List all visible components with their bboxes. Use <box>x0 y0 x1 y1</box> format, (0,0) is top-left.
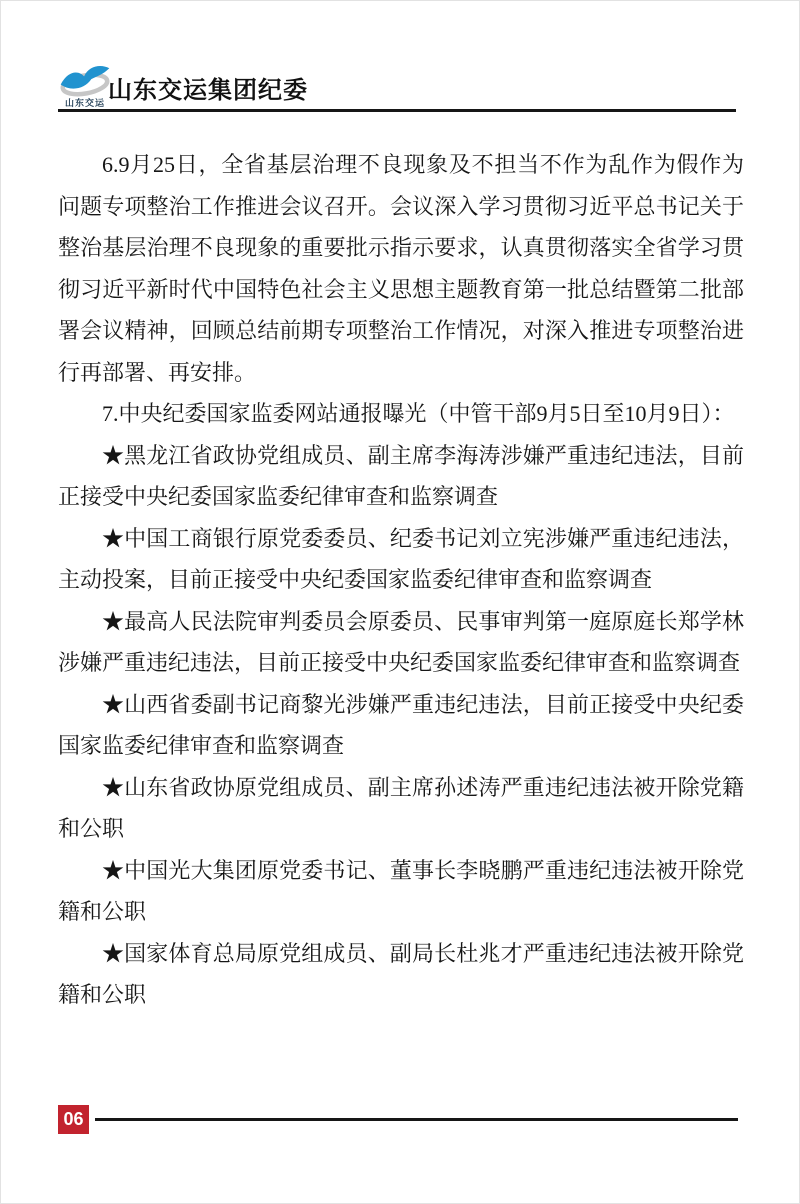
star-list-item: ★山东省政协原党组成员、副主席孙述涛严重违纪违法被开除党籍和公职 <box>58 774 744 841</box>
star-list-item: ★中国光大集团原党委书记、董事长李晓鹏严重违纪违法被开除党籍和公职 <box>58 857 744 924</box>
page-number-badge: 06 <box>58 1105 89 1134</box>
header-title: 山东交运集团纪委 <box>108 77 308 104</box>
star-list-item: ★国家体育总局原党组成员、副局长杜兆才严重违纪违法被开除党籍和公职 <box>58 940 744 1007</box>
footer-divider <box>95 1118 738 1121</box>
star-list-item: ★黑龙江省政协党组成员、副主席李海涛涉嫌严重违纪违法，目前正接受中央纪委国家监委纪律审查和监察调查 <box>58 442 744 509</box>
company-logo <box>58 61 112 109</box>
star-list-item: ★中国工商银行原党委委员、纪委书记刘立宪涉嫌严重违纪违法，主动投案，目前正接受中央纪委国家监委纪律审查和监察调查 <box>58 525 744 592</box>
document-body <box>58 144 744 1016</box>
star-list-item: ★山西省委副书记商黎光涉嫌严重违纪违法，目前正接受中央纪委国家监委纪律审查和监察调查 <box>58 691 744 758</box>
bird-swoosh-icon <box>58 61 112 99</box>
footer <box>1 1103 800 1139</box>
logo-caption: 山东交运 <box>64 98 105 108</box>
star-list-item: ★最高人民法院审判委员会原委员、民事审判第一庭原庭长郑学林涉嫌严重违纪违法，目前正接受中央纪委国家监委纪律审查和监察调查 <box>58 608 744 675</box>
header-divider <box>58 109 736 112</box>
header <box>58 61 738 111</box>
paragraph-item-7: 7.中央纪委国家监委网站通报曝光（中管干部9月5日至10月9日）： <box>102 401 735 426</box>
paragraph-item-6: 6.9月25日，全省基层治理不良现象及不担当不作为乱作为假作为问题专项整治工作推进会议召开。会议深入学习贯彻习近平总书记关于整治基层治理不良现象的重要批示指示要求，认真贯彻落实全省学习贯彻习近平新时代中国特色社会主义思想主题教育第一批总结暨第二批部署会议精神，回顾总结前期专项整治工作情况，对深入推进专项整治进行再部署、再安排。 <box>58 152 744 385</box>
